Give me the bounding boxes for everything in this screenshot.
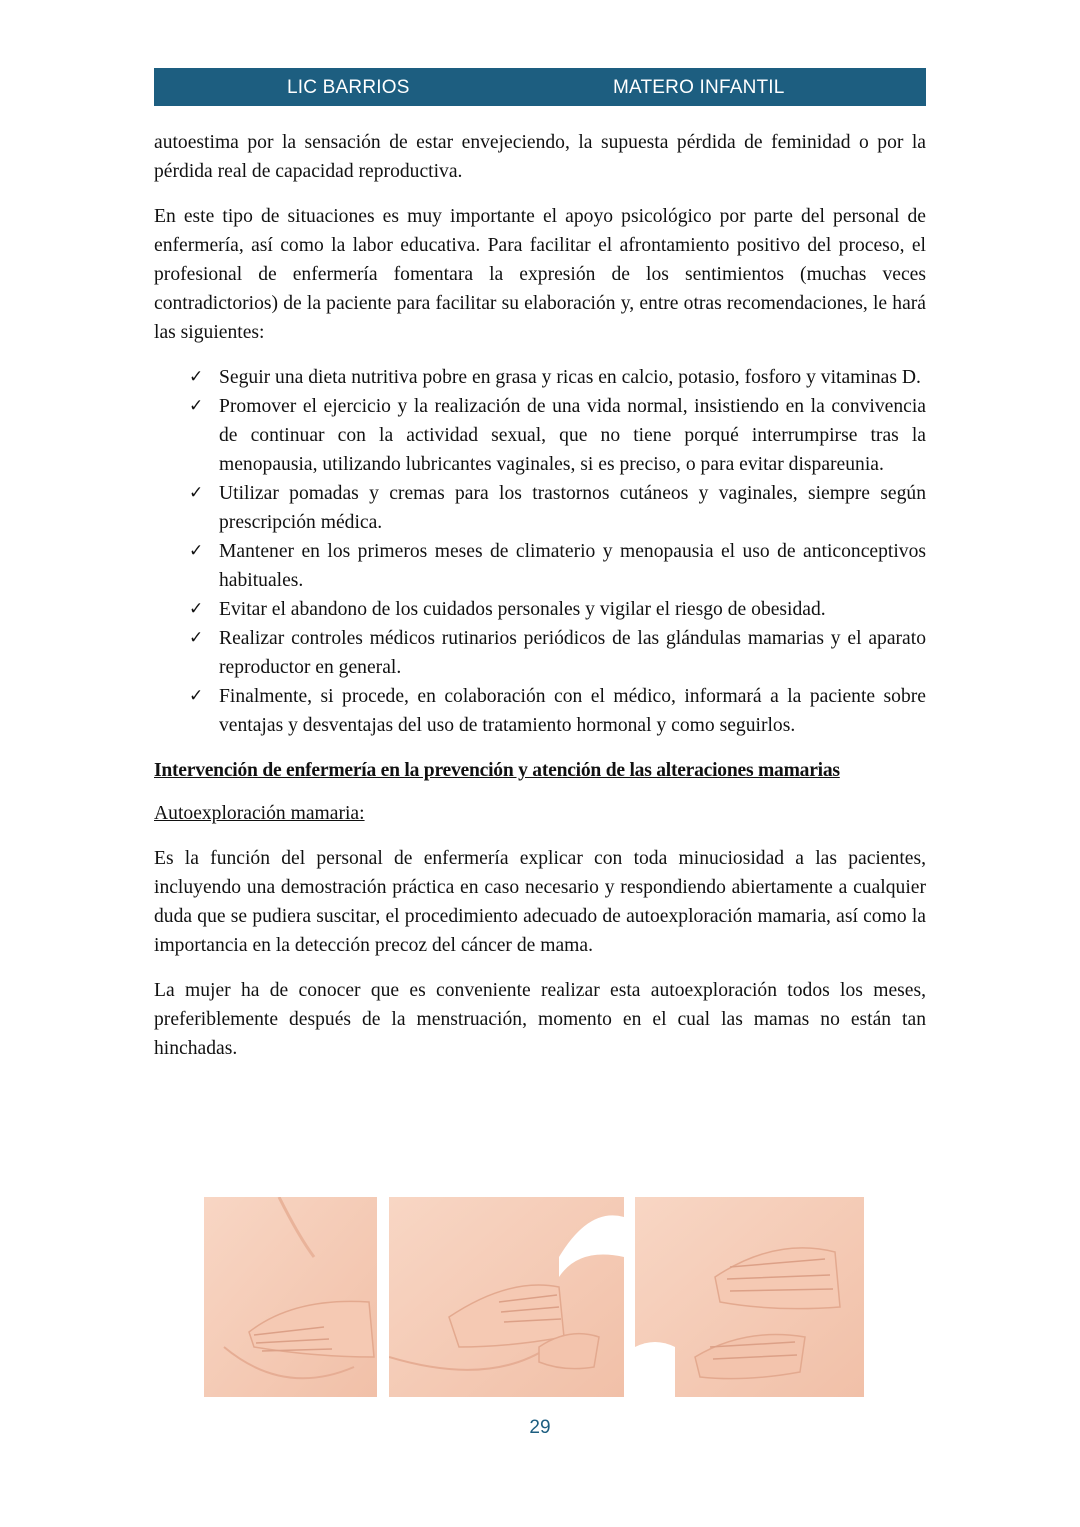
- list-item: ✓ Finalmente, si procede, en colaboración con el médico, informará a la paciente sobre ventajas y desventajas del uso de tratamiento hormonal y como seguirlos.: [219, 682, 926, 740]
- exam-photo-1: [204, 1197, 377, 1397]
- paragraph-autoestima: autoestima por la sensación de estar envejeciendo, la supuesta pérdida de feminidad o por la pérdida real de capacidad reproductiva.: [154, 132, 926, 182]
- list-item: ✓ Promover el ejercicio y la realización de una vida normal, insistiendo en la convivencia de continuar con la actividad sexual, que no tiene porqué interrumpirse tras la menopausia, utilizando lubricantes vaginales, si es preciso, o para evitar dispareunia.: [219, 392, 926, 479]
- subsection-title: Autoexploración mamaria:: [154, 803, 365, 824]
- page-number: 29: [529, 1417, 551, 1438]
- checkmark-icon: ✓: [189, 686, 204, 706]
- exam-photo-2: [389, 1197, 624, 1397]
- checkmark-icon: ✓: [189, 628, 204, 648]
- header-author: LIC BARRIOS: [287, 77, 410, 98]
- list-item: ✓ Realizar controles médicos rutinarios periódicos de las glándulas mamarias y el aparato reproductor en general.: [219, 624, 926, 682]
- page-header: [154, 68, 926, 106]
- list-item: ✓ Evitar el abandono de los cuidados personales y vigilar el riesgo de obesidad.: [219, 595, 926, 624]
- list-item: ✓ Mantener en los primeros meses de climaterio y menopausia el uso de anticonceptivos habituales.: [219, 537, 926, 595]
- header-subject: MATERO INFANTIL: [613, 77, 785, 98]
- paragraph-autoexploracion: Es la función del personal de enfermería explicar con toda minuciosidad a las pacientes, incluyendo una demostración práctica en caso necesario y respondiendo abiertamente a cualquier duda que se pudiera suscitar, el procedimiento adecuado de autoexploración mamaria, así como la importancia en la detección precoz del cáncer de mama.: [154, 848, 926, 956]
- paragraph-frecuencia: La mujer ha de conocer que es conveniente realizar esta autoexploración todos los meses, preferiblemente después de la menstruación, momento en el cual las mamas no están tan hinchadas.: [154, 980, 926, 1059]
- recommendations-list: [154, 363, 926, 740]
- checkmark-icon: ✓: [189, 541, 204, 561]
- exam-illustration-1: [204, 1197, 377, 1397]
- section-title: Intervención de enfermería en la prevención y atención de las alteraciones mamarias: [154, 760, 840, 781]
- breast-self-exam-figure: [204, 1197, 864, 1397]
- checkmark-icon: ✓: [189, 483, 204, 503]
- page-content: [154, 128, 926, 1079]
- checkmark-icon: ✓: [189, 599, 204, 619]
- list-item: ✓ Utilizar pomadas y cremas para los trastornos cutáneos y vaginales, siempre según prescripción médica.: [219, 479, 926, 537]
- checkmark-icon: ✓: [189, 367, 204, 387]
- exam-illustration-2: [389, 1197, 624, 1397]
- list-item: ✓ Seguir una dieta nutritiva pobre en grasa y ricas en calcio, potasio, fosforo y vitaminas D.: [219, 363, 926, 392]
- checkmark-icon: ✓: [189, 396, 204, 416]
- exam-photo-3: [635, 1197, 864, 1397]
- paragraph-apoyo-psicologico: En este tipo de situaciones es muy importante el apoyo psicológico por parte del personal de enfermería, así como la labor educativa. Para facilitar el afrontamiento positivo del proceso, el profesional de enfermería fomentara la expresión de los sentimientos (muchas veces contradictorios) de la paciente para facilitar su elaboración y, entre otras recomendaciones, le hará las siguientes:: [154, 206, 926, 343]
- exam-illustration-3: [635, 1197, 864, 1397]
